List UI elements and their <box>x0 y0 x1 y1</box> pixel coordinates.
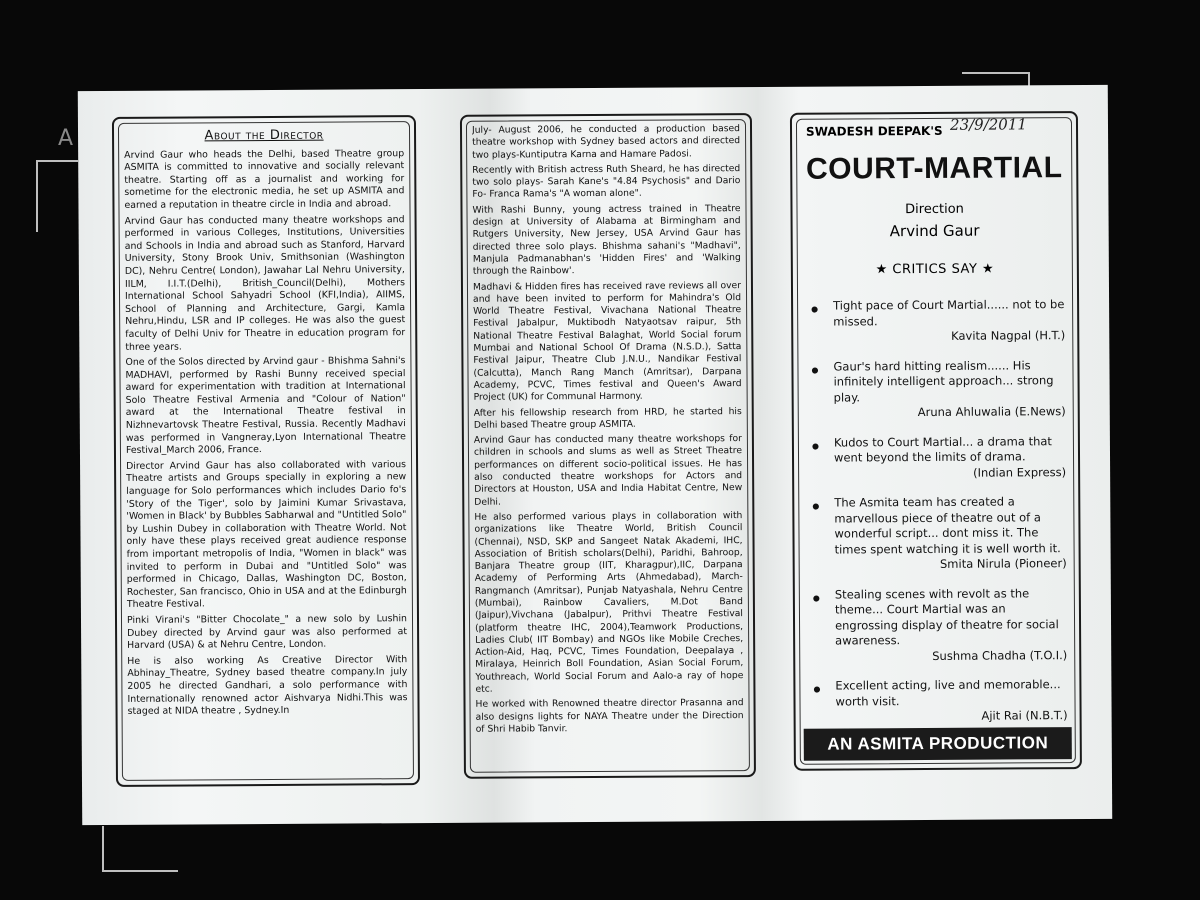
paragraph: Pinki Virani's "Bitter Chocolate_" a new solo by Lushin Dubey directed by Arvind gaur was also performed at Harvard (USA) & at Nehru Centre, London. <box>126 613 408 652</box>
quote-source: (Indian Express) <box>973 464 1067 480</box>
critic-quote: ● Gaur's hard hitting realism...... His infinitely intelligent approach... strong play. Aruna Ahluwalia (E.News) <box>807 358 1065 422</box>
critic-quote: ● Excellent acting, live and memorable... worth visit. Ajit Rai (N.B.T.) <box>809 677 1067 725</box>
paragraph: Arvind Gaur has conducted many theatre workshops and performed in various Colleges, Institutions, Universities and Schools in India and abroad such as Stanford, Harvard University, Stony Brook Univ, Smithsonian (Washington DC), Nehru Centre( London), Jawahar Lal Nehru University, IILM, I.I.T.(Delhi), British_Council(Delhi), Mothers International School Sahyadri School (KFI,India), AIIMS, School of Planning and Architecture, Gargi, Kamla Nehru,Hindu, LSR and IP colleges. He was also the guest faculty of Delhi Univ for Theatre in education program for three years. <box>124 213 406 353</box>
quote-source: Kavita Nagpal (H.T.) <box>951 328 1066 343</box>
critic-quotes <box>807 297 1068 739</box>
paragraph: Director Arvind Gaur has also collaborated with various Theatre artists and Groups specially in exploring a new language for Solo performances which includes Dario fo's 'Story of the Tiger', solo by Jaimini Kumar Srivastava, 'Women in Black' by Bubbles Sabharwal and "Untitled Solo" by Lushin Dubey in collaboration with Theatre World. Not only have these plays received great audience response from important metropolis of India, "Women in black" was invited to perform in Dubai and "Untitled Solo" was performed in Chicago, Dallas, Washington DC, Boston, Rochester, San francisco, Ohio in USA and at the Edinburgh Theatre Festival. <box>126 458 407 611</box>
court-martial-panel <box>790 111 1082 771</box>
critic-quote: ● Tight pace of Court Martial...... not to be missed. Kavita Nagpal (H.T.) <box>807 297 1065 345</box>
critic-quote: ● The Asmita team has created a marvellous piece of theatre out of a wonderful script... dont miss it. The times spent watching it is well worth it. Smita Nirula (Pioneer) <box>808 494 1066 573</box>
director-name: Arvind Gaur <box>889 221 980 241</box>
about-director-heading: About the Director <box>204 127 324 144</box>
crop-mark-bottom-left <box>102 826 178 872</box>
paragraph: Recently with British actress Ruth Sheard, he has directed two solo plays- Sarah Kane's "4.84 Psychosis" and Dario Fo- Franca Rama's "A woman alone". <box>472 162 741 201</box>
about-director-panel <box>112 115 420 787</box>
paragraph: Arvind Gaur has conducted many theatre workshops for children in schools and slums as well as Street Theatre performances on different socio-political issues. He has also conducted theatre workshops for Actors and Directors at Houston, USA and India Habitat Centre, New Delhi. <box>473 433 743 508</box>
paragraph: He worked with Renowned theatre director Prasanna and also designs lights for NAYA Theatre under the Direction of Shri Habib Tanvir. <box>475 697 744 735</box>
director-continued-panel <box>460 113 756 779</box>
paragraph: July- August 2006, he conducted a production based theatre workshop with Sydney based actors and directed two plays-Kuntiputra Karna and Hamare Padosi. <box>471 123 741 161</box>
critic-quote: ● Kudos to Court Martial... a drama that went beyond the limits of drama. (Indian Express) <box>808 434 1066 482</box>
quote-source: Ajit Rai (N.B.T.) <box>981 708 1068 723</box>
brochure-sheet <box>78 85 1112 825</box>
paragraph: He is also working As Creative Director With Abhinay_Theatre, Sydney based theatre company.In july 2005 he directed Gandhari, a solo performance with Internationally renowned actor Aishvarya Nidhi.This was staged at NIDA theatre , Sydney.In <box>127 653 408 717</box>
crop-mark-top-left <box>36 160 78 232</box>
critics-say-heading: ★ CRITICS SAY ★ <box>875 261 995 278</box>
quote-source: Smita Nirula (Pioneer) <box>939 556 1067 571</box>
paragraph: Arvind Gaur who heads the Delhi, based Theatre group ASMITA is committed to innovative and socially relevant theatre. Starting off as a journalist and working for sometime for the electronic media, he set up ASMITA and earned a reputation in theatre circle in India and abroad. <box>124 147 405 211</box>
paragraph: After his fellowship research from HRD, he started his Delhi based Theatre group ASMITA. <box>473 405 742 431</box>
paragraph: One of the Solos directed by Arvind gaur - Bhishma Sahni's MADHAVI, performed by Rashi Bunny received special award for experimentation with tradition at International Solo Theatre Festival Armenia and "Colour of Nation" award at the International Theatre festival in Nizhnevartovsk Theatre Festival, Russia. Recently Madhavi was performed in Vangneray,Lyon International Theatre Festival_March 2006, France. <box>125 355 406 457</box>
handwritten-date: 23/9/2011 <box>949 115 1027 134</box>
paragraph: He also performed various plays in collaboration with organizations like Theatre World, British Council (Chennai), NSD, SKP and Sangeet Natak Akademi, IHC, Association of British scholars(Delhi), Paridhi, Bahroop, Banjara Theatre group (IIT, Kharagpur),IIC, Darpana Academy of Performing Arts (Ahmedabad), March-Rangmanch (Amritsar), Punjab Natyashala, Nehru Centre (Mumbai), Rainbow Cavaliers, M.Dot Band (Jaipur),Vivchana (Jabalpur), Prithvi Theatre Festival (platform theatre IHC, 2004),Teamwork Productions, Ladies Club( IIT Bombay) and NGOs like Mobile Creches, Action-Aid, Haq, PCVC, Times Foundation, Deepalaya , Miralaya, Heinrich Boll Foundation, Asian Social Forum, Youthreach, World Social Forum and Aalo-a ray of hope etc. <box>474 510 744 695</box>
paragraph: With Rashi Bunny, young actress trained in Theatre design at University of Alabama at Birmingham and Rutgers University, New Jersey, USA Arvind Gaur has directed three solo plays. Bhishma sahani's "Madhavi", Manjula Padmanabhan's 'Hidden Fires' and 'Walking through the Rainbow'. <box>472 202 741 278</box>
paragraph: Madhavi & Hidden fires has received rave reviews all over and have been invited to perform for Mahindra's Old World Theatre Festival, Vivachana National Theatre Festival Jabalpur, Muktibodh Natyaotsav raipur, 5th National Theatre Festival Balaghat, World Social forum Mumbai and National School Of Drama (N.S.D.), Satta Festival Jaipur, Theatre Club J.N.U., Nandikar Festival (Calcutta), Manch Rang Manch (Amritsar), Darpana Academy, PCVC, Times festival and Queen's Award Project (UK) for Communal Harmony. <box>472 279 742 403</box>
presenter-label: SWADESH DEEPAK'S <box>805 123 943 139</box>
quote-source: Aruna Ahluwalia (E.News) <box>917 404 1066 420</box>
production-footer: AN ASMITA PRODUCTION <box>804 727 1072 761</box>
direction-label: Direction <box>905 201 964 218</box>
critic-quote: ● Stealing scenes with revolt as the theme... Court Martial was an engrossing display of theatre for social awareness. Sushma Chadha (T.O.I.) <box>809 586 1067 665</box>
play-title: COURT-MARTIAL <box>805 151 1063 186</box>
stray-glyph: A <box>58 126 74 151</box>
quote-source: Sushma Chadha (T.O.I.) <box>932 647 1068 663</box>
